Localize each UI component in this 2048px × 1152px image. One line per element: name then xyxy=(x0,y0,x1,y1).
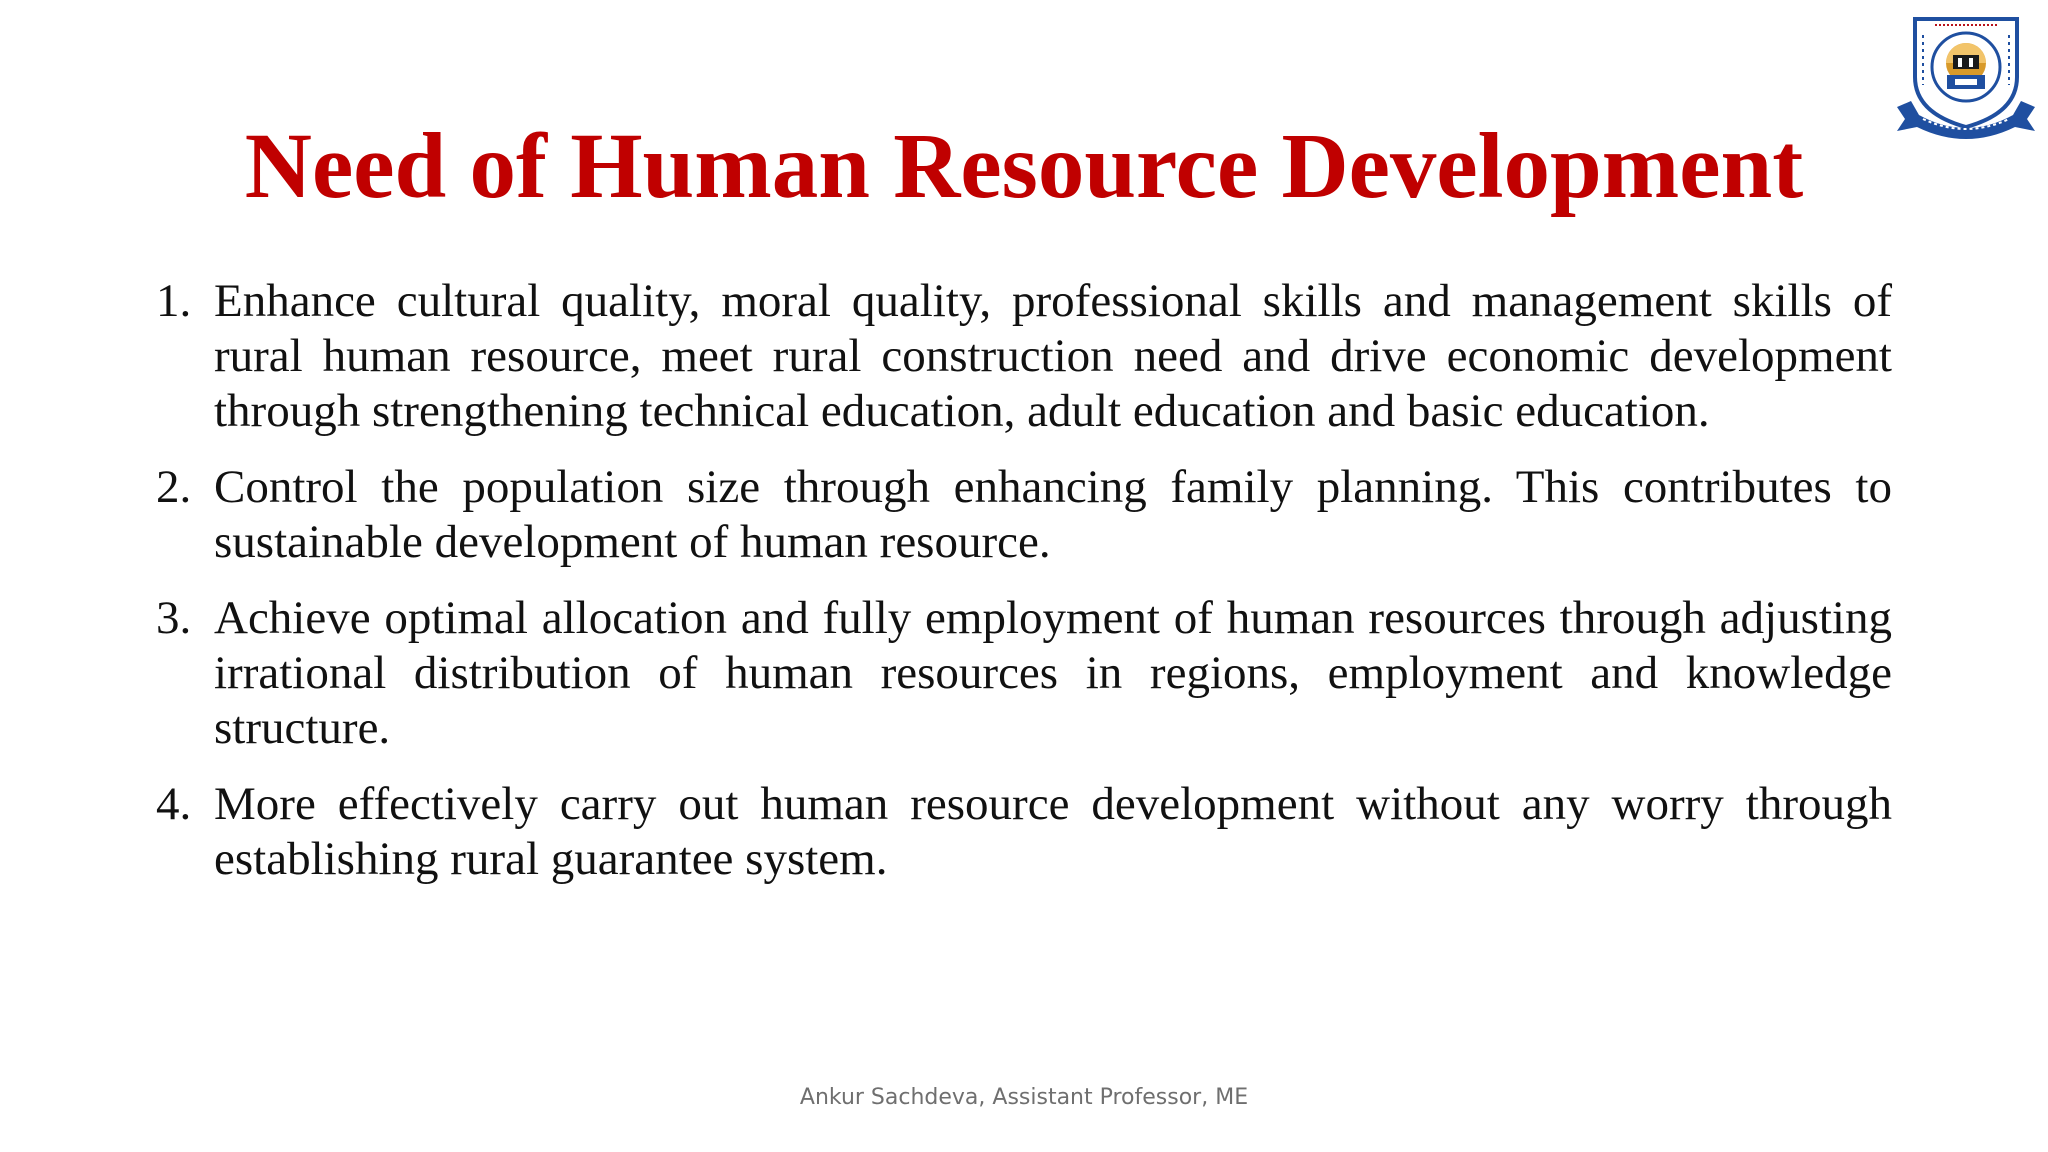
point-number: 2. xyxy=(156,461,192,513)
list-item xyxy=(150,777,1892,887)
slide-title: Need of Human Resource Development xyxy=(244,115,1804,218)
point-text: Control the population size through enhancing family planning. This contributes to sustainable development of human resource. xyxy=(214,461,1892,568)
point-number: 4. xyxy=(156,778,192,830)
point-text: Enhance cultural quality, moral quality, professional skills and management skills of rural human resource, meet rural construction need and drive economic development through strengthening technical education, adult education and basic education. xyxy=(214,275,1892,437)
point-text: More effectively carry out human resource development without any worry through establishing rural guarantee system. xyxy=(214,778,1892,885)
point-number: 1. xyxy=(156,275,192,327)
point-number: 3. xyxy=(156,592,192,644)
points-list xyxy=(150,274,1892,908)
list-item xyxy=(150,460,1892,570)
list-item xyxy=(150,274,1892,439)
point-text: Achieve optimal allocation and fully employment of human resources through adjusting irrational distribution of human resources in regions, employment and knowledge structure. xyxy=(214,592,1892,754)
list-item xyxy=(150,591,1892,756)
slide-footer: Ankur Sachdeva, Assistant Professor, ME xyxy=(799,1085,1249,1110)
